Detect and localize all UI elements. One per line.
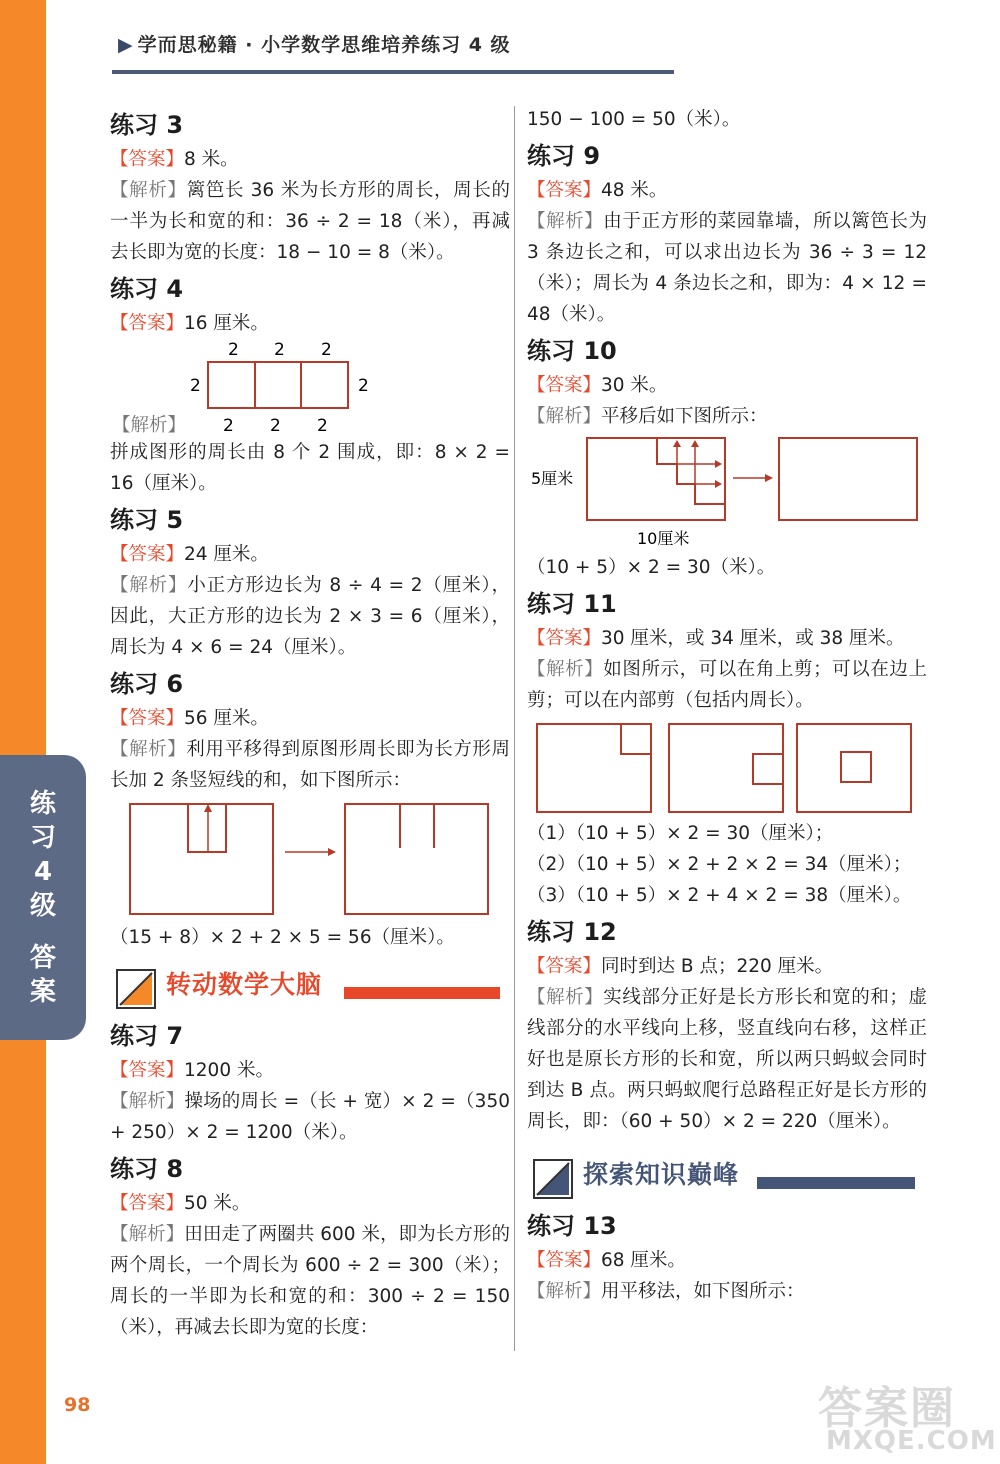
exercise-title: 练习 6: [110, 670, 184, 698]
answer-tag: 【答案】: [110, 708, 185, 729]
answer-tag: 【答案】: [110, 313, 185, 334]
side-label: 2: [274, 340, 285, 360]
original-rectangle: [130, 804, 273, 914]
chapter-side-tab: [0, 755, 86, 1040]
analysis-tag: 【解析】: [527, 406, 602, 427]
staircase-diagram: [527, 432, 927, 552]
answer-text: 50 米。: [184, 1193, 251, 1214]
height-label: 5厘米: [531, 469, 574, 488]
section-bar: [344, 987, 500, 999]
exercise-title: 练习 11: [527, 590, 617, 618]
side-label: 2: [190, 376, 201, 396]
answer-text: 56 厘米。: [184, 708, 269, 729]
triangle-icon: [533, 1159, 573, 1199]
section-bar: [757, 1177, 915, 1189]
side-tab-char: 练: [29, 788, 56, 819]
right-column: [527, 104, 927, 1307]
exercise-title: 练习 5: [110, 506, 184, 534]
formula-text: （2）（10 + 5）× 2 + 2 × 2 = 34（厘米）；: [527, 854, 912, 875]
side-tab-char: 级: [29, 890, 56, 921]
exercise-title: 练习 12: [527, 918, 617, 946]
section-heading-brain: [110, 959, 510, 1015]
cut-rectangles-figure: [527, 716, 927, 818]
result-rectangle: [345, 804, 488, 914]
analysis-tag: 【解析】: [527, 659, 604, 680]
formula-text: （15 + 8）× 2 + 2 × 5 = 56（厘米）。: [110, 927, 455, 948]
side-label: 2: [228, 340, 239, 360]
watermark-logo: 答案圈: [818, 1383, 956, 1434]
analysis-text: 用平移法，如下图所示：: [601, 1281, 805, 1302]
analysis-text: 田田走了两圈共 600 米，即为长方形的两个周长，一个周长为 600 ÷ 2 = 300（米）；周长的一半即为长和宽的和：300 ÷ 2 = 150（米），再减去长即为宽的长度：: [110, 1224, 510, 1338]
arrow-head-icon: [691, 440, 699, 447]
answer-tag: 【答案】: [110, 149, 185, 170]
analysis-tag: 【解析】: [110, 575, 188, 596]
inner-cut-rectangle: [797, 724, 911, 812]
side-tab-char: 习: [29, 822, 56, 853]
formula-text: （10 + 5）× 2 = 30（米）。: [527, 557, 776, 578]
answer-text: 30 米。: [601, 375, 668, 396]
analysis-text: 拼成图形的周长由 8 个 2 围成，即：8 × 2 = 16（厘米）。: [110, 442, 510, 494]
arrow-head-icon: [715, 460, 722, 468]
continued-text: 150 − 100 = 50（米）。: [527, 109, 741, 130]
formula-text: （1）（10 + 5）× 2 = 30（厘米）；: [527, 823, 834, 844]
header-title: 学而思秘籍 · 小学数学思维培养练习 4 级: [137, 34, 511, 56]
triangle-icon: [116, 969, 156, 1009]
edge-cut: [753, 754, 783, 784]
analysis-tag: 【解析】: [112, 415, 187, 436]
side-label: 2: [321, 340, 332, 360]
translation-diagram: [110, 796, 510, 922]
exercise-title: 练习 10: [527, 337, 617, 365]
inner-cut: [841, 752, 871, 782]
answer-text: 48 米。: [601, 180, 668, 201]
analysis-tag: 【解析】: [527, 987, 604, 1008]
section-title: 转动数学大脑: [166, 970, 323, 999]
edge-cut-rectangle: [669, 724, 783, 812]
analysis-text: 实线部分正好是长方形长和宽的和；虚线部分的水平线向上移，竖直线向右移，这样正好也是原长方形的长和宽，所以两只蚂蚁会同时到达 B 点。两只蚂蚁爬行总路程正好是长方形的周长，即：（60 + 50）× 2 = 220（厘米）。: [527, 987, 927, 1132]
three-squares-diagram: [110, 339, 510, 437]
arrow-head-icon: [673, 440, 681, 447]
analysis-text: 小正方形边长为 8 ÷ 4 = 2（厘米），因此，大正方形的边长为 2 × 3 = 6（厘米），周长为 4 × 6 = 24（厘米）。: [110, 575, 510, 658]
exercise-title: 练习 9: [527, 142, 601, 170]
answer-tag: 【答案】: [110, 1060, 185, 1081]
arrow-head-icon: [328, 848, 336, 856]
section-heading-peak: [527, 1149, 927, 1205]
analysis-tag: 【解析】: [527, 211, 604, 232]
left-column: [110, 104, 510, 1343]
analysis-text: 操场的周长 =（长 + 宽）× 2 =（350 + 250）× 2 = 1200（米）。: [110, 1091, 510, 1143]
answer-text: 68 厘米。: [601, 1250, 686, 1271]
side-label: 2: [317, 416, 328, 436]
exercise-title: 练习 3: [110, 111, 184, 139]
answer-text: 24 厘米。: [184, 544, 269, 565]
play-triangle-icon: ▶: [118, 34, 134, 56]
corner-cut-rectangle: [537, 724, 651, 812]
formula-text: （3）（10 + 5）× 2 + 4 × 2 = 38（厘米）。: [527, 885, 912, 906]
answer-tag: 【答案】: [527, 628, 602, 649]
staircase-figure: [527, 432, 927, 552]
analysis-text: 篱笆长 36 米为长方形的周长，周长的一半为长和宽的和：36 ÷ 2 = 18（米），再减去长即为宽的长度：18 − 10 = 8（米）。: [110, 180, 510, 263]
answer-tag: 【答案】: [527, 956, 602, 977]
analysis-tag: 【解析】: [110, 739, 187, 760]
running-header: [118, 30, 511, 57]
answer-text: 30 厘米，或 34 厘米，或 38 厘米。: [601, 628, 905, 649]
analysis-tag: 【解析】: [110, 1091, 185, 1112]
side-tab-char: 案: [29, 976, 56, 1007]
exercise-title: 练习 8: [110, 1155, 184, 1183]
answer-text: 16 厘米。: [184, 313, 269, 334]
column-divider: [514, 106, 515, 1351]
rectangle-outline: [208, 362, 348, 408]
exercise-title: 练习 13: [527, 1212, 617, 1240]
analysis-text: 由于正方形的菜园靠墙，所以篱笆长为 3 条边长之和，可以求出边长为 36 ÷ 3 = 12（米）；周长为 4 条边长之和，即为：4 × 12 = 48（米）。: [527, 211, 927, 325]
exercise-title: 练习 4: [110, 275, 184, 303]
side-tab-char: 答: [29, 942, 56, 973]
section-title: 探索知识巅峰: [583, 1160, 740, 1189]
answer-text: 1200 米。: [184, 1060, 274, 1081]
analysis-tag: 【解析】: [110, 1224, 185, 1245]
analysis-tag: 【解析】: [110, 180, 187, 201]
side-label: 2: [270, 416, 281, 436]
arrow-head-icon: [765, 474, 773, 482]
answer-tag: 【答案】: [527, 375, 602, 396]
analysis-text: 如图所示，可以在角上剪；可以在边上剪；可以在内部剪（包括内周长）。: [527, 659, 927, 711]
result-rectangle: [779, 438, 917, 520]
page-number: 98: [64, 1394, 91, 1416]
translation-figure: [110, 796, 510, 922]
three-squares-figure: [110, 339, 510, 437]
corner-cut: [621, 724, 651, 754]
answer-text: 8 米。: [184, 149, 239, 170]
cut-rectangles-diagram: [527, 716, 927, 818]
header-rule: [112, 70, 674, 74]
answer-tag: 【答案】: [527, 1250, 602, 1271]
answer-tag: 【答案】: [527, 180, 602, 201]
answer-tag: 【答案】: [110, 544, 185, 565]
answer-tag: 【答案】: [110, 1193, 185, 1214]
analysis-tag: 【解析】: [527, 1281, 602, 1302]
arrow-head-icon: [715, 480, 722, 488]
side-tab-char: 4: [33, 856, 53, 887]
answer-text: 同时到达 B 点；220 厘米。: [601, 956, 834, 977]
watermark-url: MXQE.COM: [826, 1426, 997, 1456]
side-label: 2: [358, 376, 369, 396]
arrow-head-icon: [204, 804, 212, 812]
width-label: 10厘米: [637, 529, 690, 548]
staircase-outline: [657, 438, 725, 504]
analysis-text: 平移后如下图所示：: [601, 406, 768, 427]
analysis-text: 利用平移得到原图形周长即为长方形周长加 2 条竖短线的和，如下图所示：: [110, 739, 510, 791]
side-label: 2: [223, 416, 234, 436]
orange-side-strip: [0, 0, 46, 1464]
exercise-title: 练习 7: [110, 1022, 184, 1050]
